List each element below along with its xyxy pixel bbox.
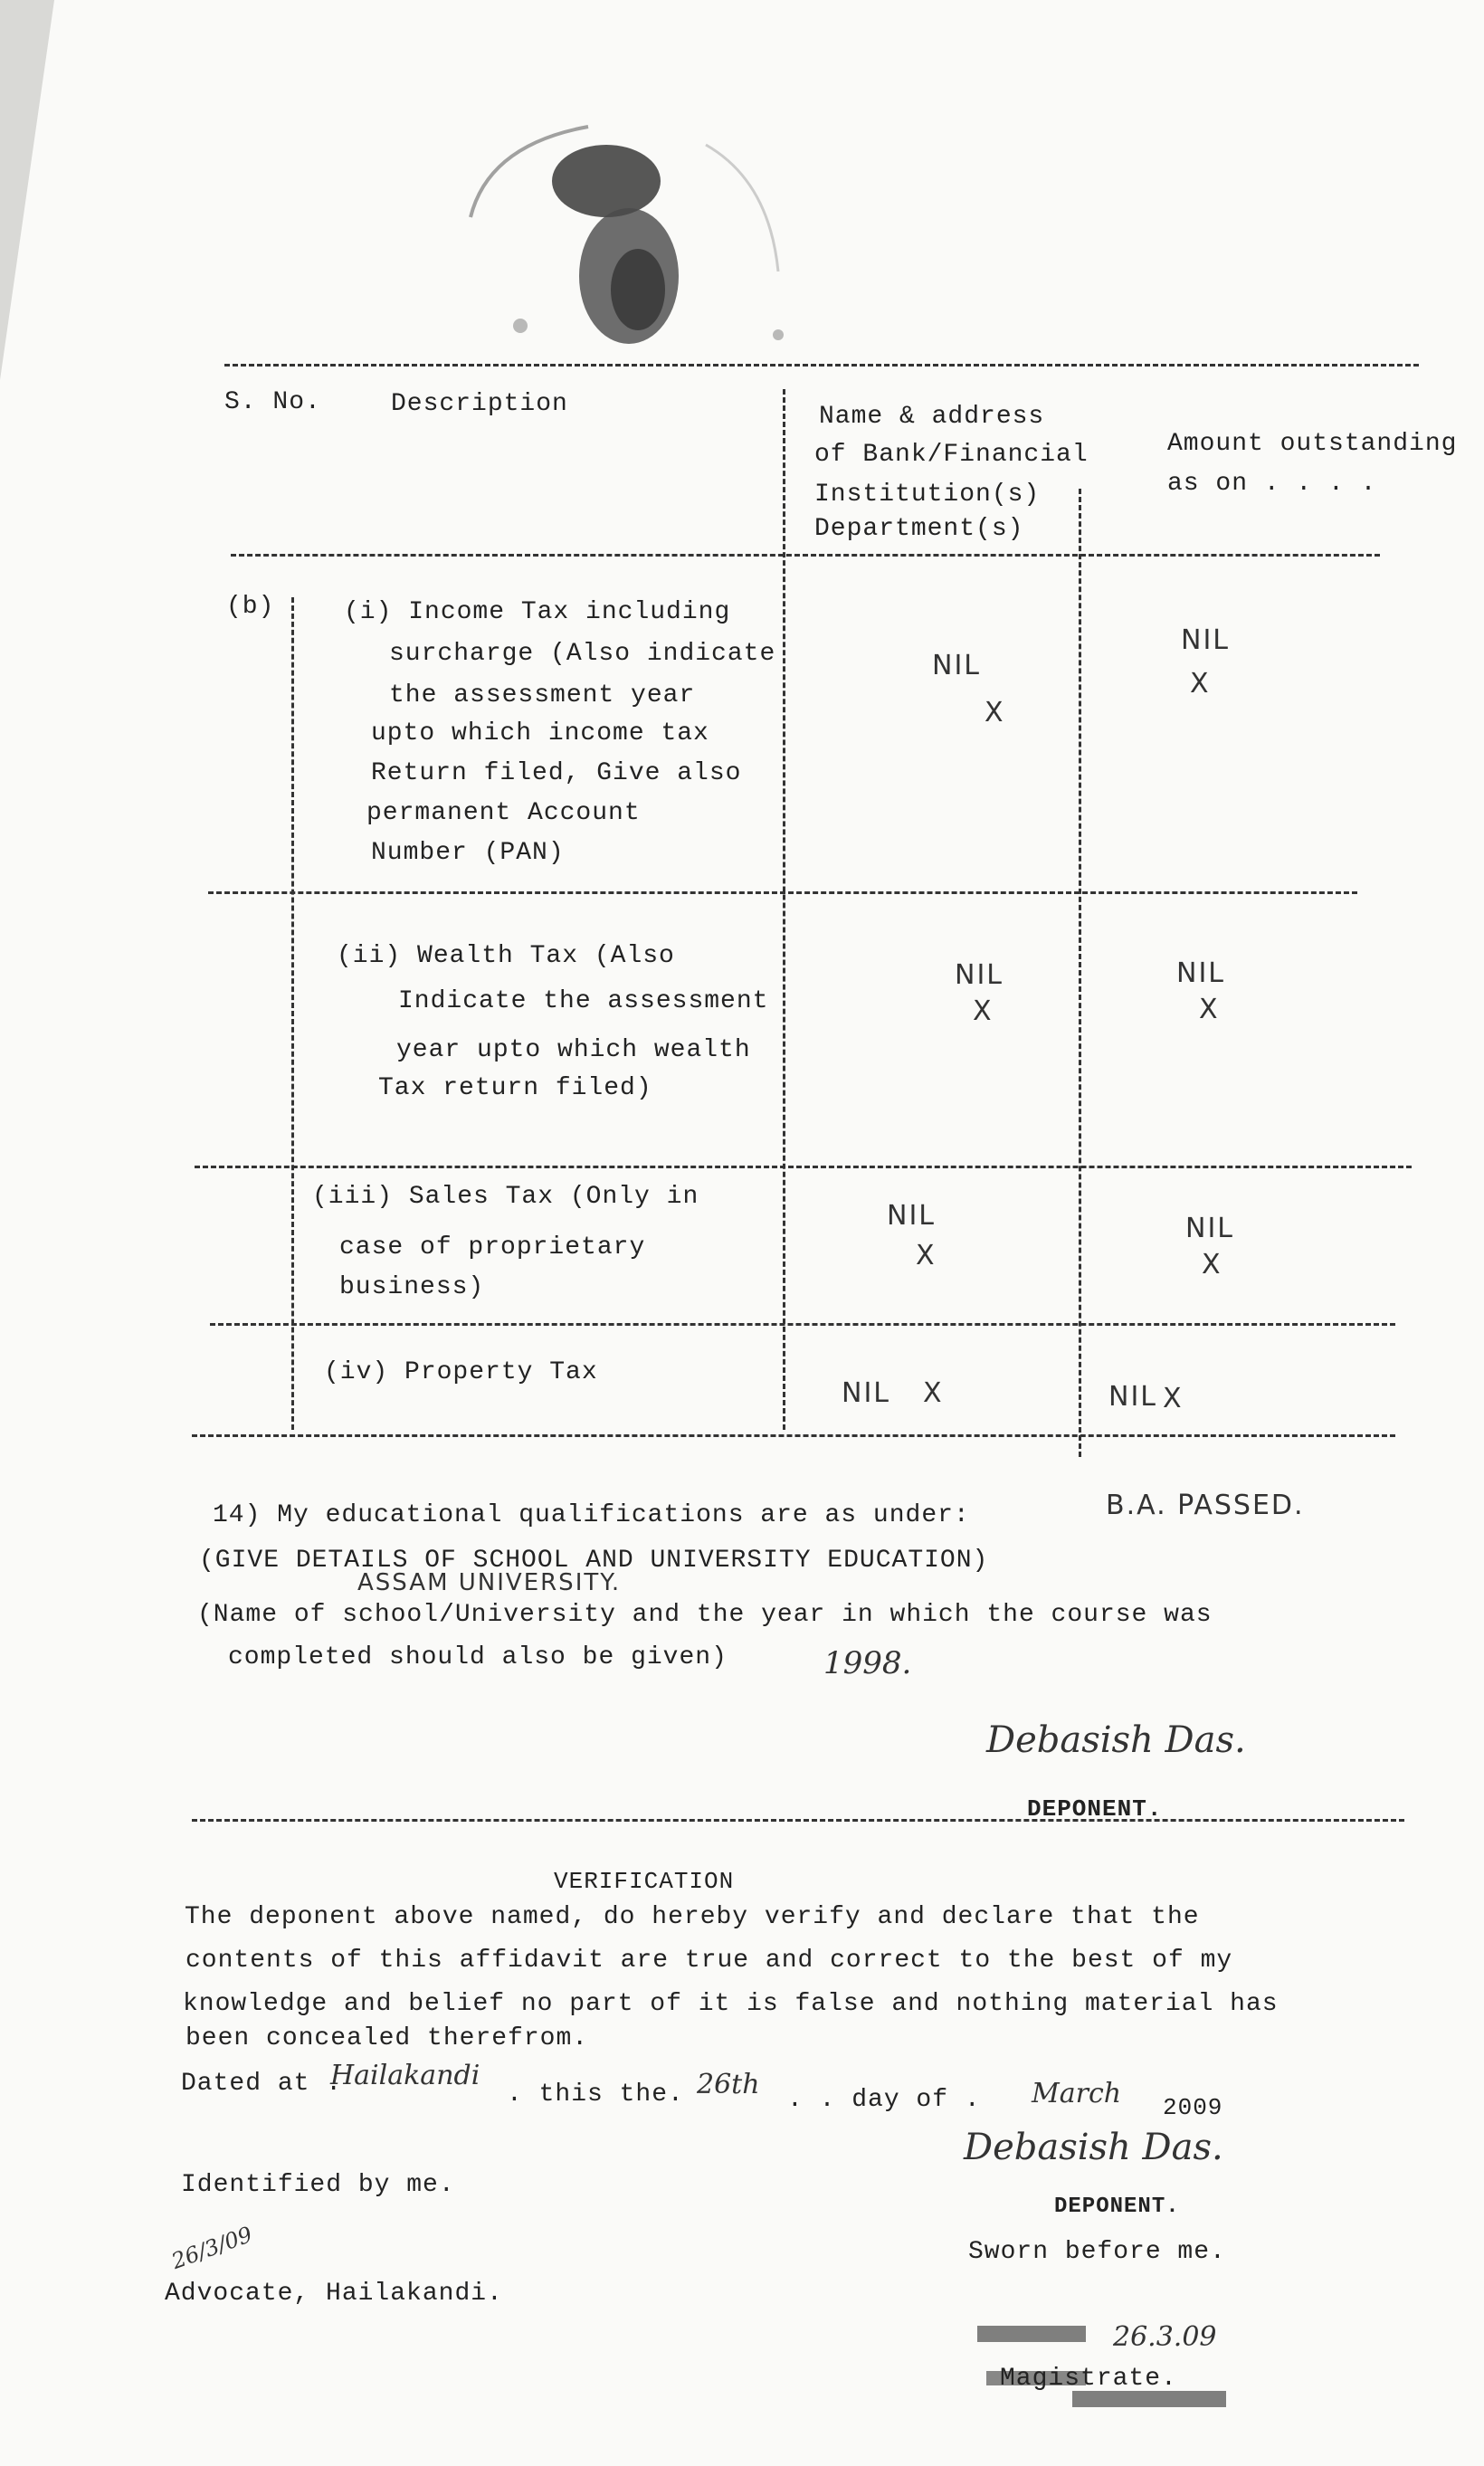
deponent-label-1: DEPONENT. — [1027, 1795, 1163, 1823]
verification-line3: knowledge and belief no part of it is false and nothing material has — [183, 1990, 1279, 2018]
row1-line7: Number (PAN) — [371, 839, 565, 867]
header-bank-line4: Department(s) — [814, 515, 1024, 543]
advocate-label: Advocate, Hailakandi. — [165, 2280, 503, 2308]
education-hw-qualification: B.A. PASSED. — [1106, 1490, 1305, 1521]
advocate-initials: 26/3/09 — [168, 2222, 256, 2274]
header-amount-line2: as on . . . . — [1167, 470, 1377, 498]
row1-line2: surcharge (Also indicate — [389, 640, 776, 668]
header-description: Description — [391, 390, 568, 418]
dated-month: March — [1032, 2078, 1122, 2109]
row1-amount-nil: NIL — [1181, 624, 1231, 656]
row2-amount-x: X — [1199, 994, 1220, 1025]
row1-line5: Return filed, Give also — [371, 759, 742, 787]
row2-line1: (ii) Wealth Tax (Also — [337, 942, 675, 970]
page-corner-shadow — [0, 0, 54, 380]
verification-title: VERIFICATION — [554, 1868, 735, 1895]
row3-amount-nil: NIL — [1185, 1213, 1235, 1244]
row2-bank-x: X — [973, 995, 994, 1027]
row4-bank-nil: NIL — [842, 1377, 891, 1409]
education-line2: (GIVE DETAILS OF SCHOOL AND UNIVERSITY EDUCATION) — [199, 1547, 989, 1575]
row1-line6: permanent Account — [366, 799, 641, 827]
row3-bank-nil: NIL — [887, 1200, 937, 1232]
row3-amount-x: X — [1202, 1249, 1222, 1281]
header-bank-line3: Institution(s) — [814, 481, 1041, 509]
header-sno: S. No. — [224, 388, 321, 416]
row3-line1: (iii) Sales Tax (Only in — [312, 1183, 699, 1211]
education-hw-university: ASSAM UNIVERSITY. — [357, 1569, 622, 1596]
row2-bottom-rule — [195, 1166, 1412, 1168]
table-top-rule — [224, 364, 1419, 367]
header-bottom-rule — [231, 554, 1380, 557]
seal-stamp-smudge — [434, 109, 814, 389]
magistrate-date: 26.3.09 — [1113, 2321, 1217, 2353]
verification-line2: contents of this affidavit are true and correct to the best of my — [186, 1947, 1233, 1975]
col-sep-amount — [1079, 489, 1081, 1457]
row3-bank-x: X — [916, 1240, 937, 1271]
row3-line2: case of proprietary — [339, 1233, 646, 1262]
education-hw-year: 1998. — [823, 1645, 912, 1681]
education-line1: 14) My educational qualifications are as under: — [213, 1501, 970, 1529]
dated-at-place: Hailakandi — [330, 2060, 480, 2091]
section-label-b: (b) — [226, 593, 275, 621]
row4-line1: (iv) Property Tax — [324, 1358, 598, 1386]
dated-year: 2009 — [1163, 2094, 1223, 2121]
magistrate-label: Magistrate. — [1000, 2365, 1177, 2393]
dated-day: 26th — [697, 2069, 760, 2100]
day-of-label: . . day of . — [787, 2086, 981, 2114]
header-bank-line1: Name & address — [819, 403, 1045, 431]
row2-line3: year upto which wealth — [396, 1036, 751, 1064]
verification-line4: been concealed therefrom. — [186, 2024, 589, 2052]
row1-line4: upto which income tax — [371, 719, 709, 747]
row2-bank-nil: NIL — [955, 959, 1004, 991]
header-bank-line2: of Bank/Financial — [814, 441, 1089, 469]
row2-line4: Tax return filed) — [378, 1074, 652, 1102]
identified-by-me: Identified by me. — [181, 2171, 455, 2199]
dated-at-label: Dated at . — [181, 2070, 343, 2098]
sworn-before-me: Sworn before me. — [968, 2238, 1226, 2266]
verification-line1: The deponent above named, do hereby verify and declare that the — [185, 1903, 1200, 1931]
deponent-signature-1: Debasish Das. — [986, 1719, 1246, 1761]
this-the-label: . this the. — [507, 2080, 684, 2109]
deponent-label-2: DEPONENT. — [1054, 2195, 1180, 2219]
row3-bottom-rule — [210, 1323, 1395, 1326]
verification-top-rule — [192, 1819, 1404, 1822]
row1-bank-nil: NIL — [932, 650, 982, 681]
row1-line1: (i) Income Tax including — [344, 598, 731, 626]
table-bottom-rule — [192, 1434, 1395, 1437]
row1-bottom-rule — [208, 891, 1357, 894]
row4-amount-x: X — [1163, 1383, 1184, 1414]
col-sep-bank — [783, 389, 785, 1430]
deponent-signature-2: Debasish Das. — [964, 2127, 1223, 2168]
col-sep-desc — [291, 597, 294, 1430]
row3-line3: business) — [339, 1273, 485, 1301]
row1-line3: the assessment year — [389, 681, 696, 709]
row1-bank-x: X — [985, 697, 1005, 728]
row4-amount-nil: NIL — [1108, 1381, 1158, 1413]
row2-amount-nil: NIL — [1176, 957, 1226, 989]
education-line4: completed should also be given) — [228, 1643, 728, 1671]
header-amount-line1: Amount outstanding — [1167, 430, 1458, 458]
row2-line2: Indicate the assessment — [398, 987, 769, 1015]
education-line3: (Name of school/University and the year in which the course was — [197, 1601, 1213, 1629]
row1-amount-x: X — [1190, 668, 1211, 700]
row4-bank-x: X — [923, 1377, 944, 1409]
